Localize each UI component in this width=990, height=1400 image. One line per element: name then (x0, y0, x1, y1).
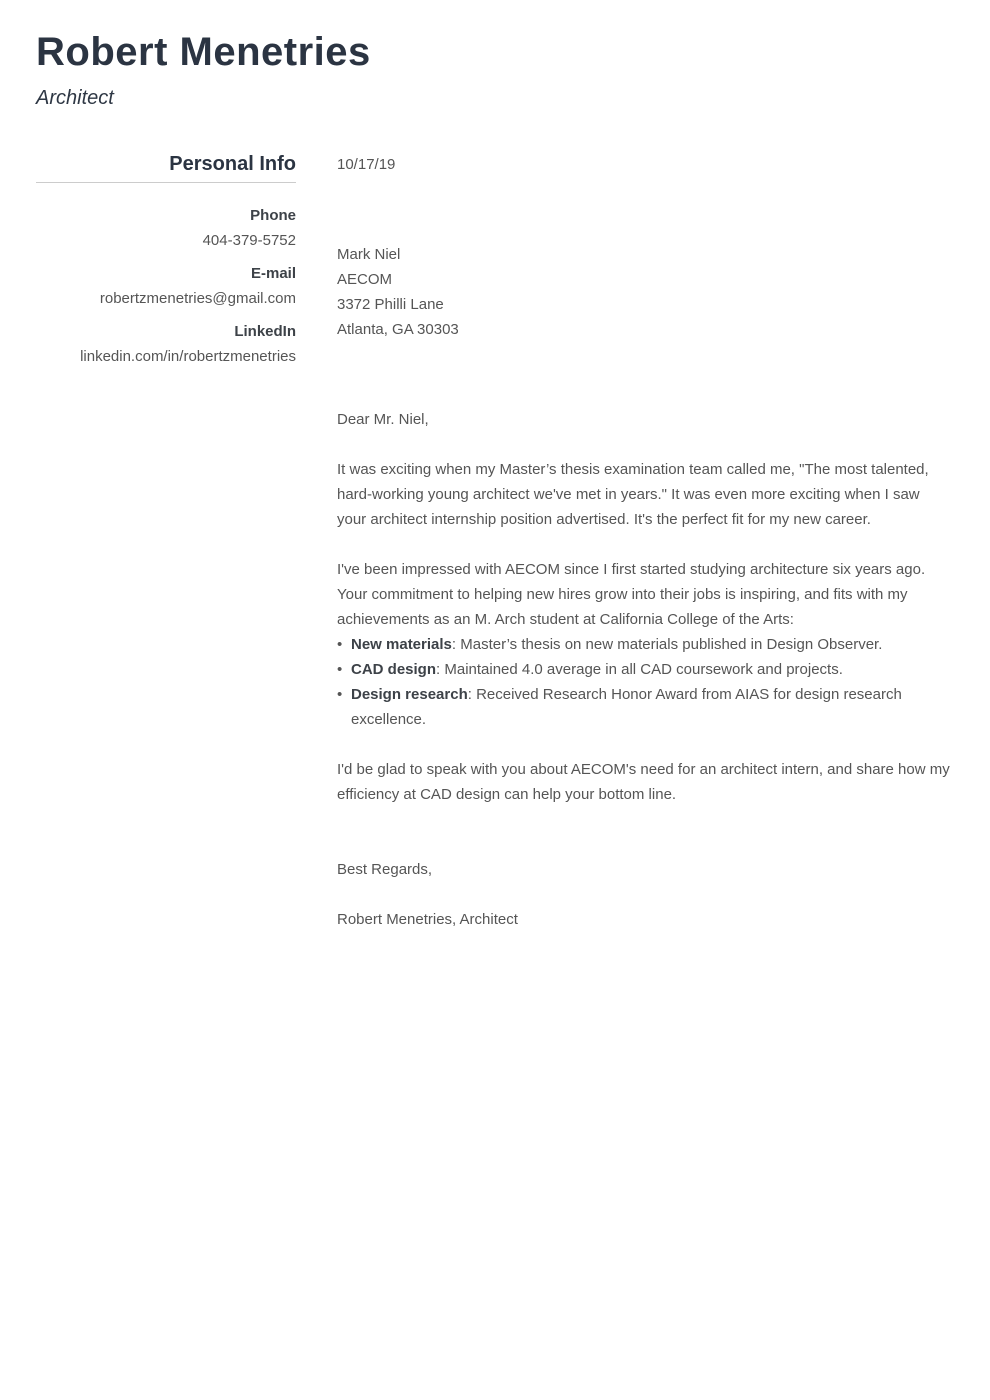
recipient-name: Mark Niel (337, 246, 401, 263)
recipient-street: 3372 Philli Lane (337, 296, 444, 313)
paragraph-closing: I'd be glad to speak with you about AECOM's need for an architect intern, and share how my efficiency at CAD design can help your bottom line. (337, 761, 950, 803)
list-item (337, 632, 951, 657)
sidebar-items (36, 203, 296, 369)
salutation: Dear Mr. Niel, (337, 411, 429, 428)
list-item-text (351, 632, 951, 657)
recipient-block (337, 242, 951, 342)
bullet-detail: : Received Research Honor Award from AIAS for design research excellence. (351, 686, 902, 728)
bullet-icon: • (337, 661, 343, 678)
achievement-list (337, 632, 951, 732)
linkedin-label: LinkedIn (234, 323, 296, 340)
linkedin-value: linkedin.com/in/robertzmenetries (80, 348, 296, 365)
letter-date: 10/17/19 (337, 156, 396, 173)
letter-body (337, 152, 951, 932)
phone-value: 404-379-5752 (202, 232, 296, 249)
contact-phone (36, 203, 296, 253)
bullet-term: New materials (351, 636, 452, 653)
list-item-text (351, 657, 951, 682)
email-label: E-mail (250, 265, 296, 282)
list-item (337, 682, 951, 732)
document-header (36, 30, 951, 110)
bullet-term: Design research (351, 686, 468, 703)
contact-email (36, 261, 296, 311)
candidate-job-title: Architect (36, 87, 114, 109)
valediction: Best Regards, (337, 861, 433, 878)
recipient-company: AECOM (337, 271, 393, 288)
paragraph-achievements: I've been impressed with AECOM since I first started studying architecture six years ago. Your commitment to helping new hires grow into their jobs is inspiring, and fits with my achievements as an M. Arch student at California College of the Arts: (337, 561, 926, 628)
bullet-detail: : Maintained 4.0 average in all CAD coursework and projects. (436, 661, 843, 678)
candidate-name: Robert Menetries (36, 30, 371, 74)
list-item (337, 657, 951, 682)
signature: Robert Menetries, Architect (337, 911, 518, 928)
list-item-text (351, 682, 951, 732)
bullet-detail: : Master’s thesis on new materials published in Design Observer. (451, 636, 883, 653)
document-body (36, 152, 951, 932)
sidebar-heading: Personal Info (36, 152, 296, 183)
contact-linkedin (36, 319, 296, 369)
bullet-term: CAD design (351, 661, 437, 678)
personal-info-sidebar (36, 152, 296, 932)
bullet-icon: • (337, 636, 343, 653)
email-value: robertzmenetries@gmail.com (99, 290, 296, 307)
paragraph-intro: It was exciting when my Master’s thesis examination team called me, "The most talented, hard-working young architect we've met in years." It was even more exciting when I saw your architect internship position advertised. It's the perfect fit for my new career. (337, 461, 929, 528)
bullet-icon: • (337, 686, 343, 703)
recipient-city: Atlanta, GA 30303 (337, 321, 459, 338)
phone-label: Phone (250, 207, 296, 224)
